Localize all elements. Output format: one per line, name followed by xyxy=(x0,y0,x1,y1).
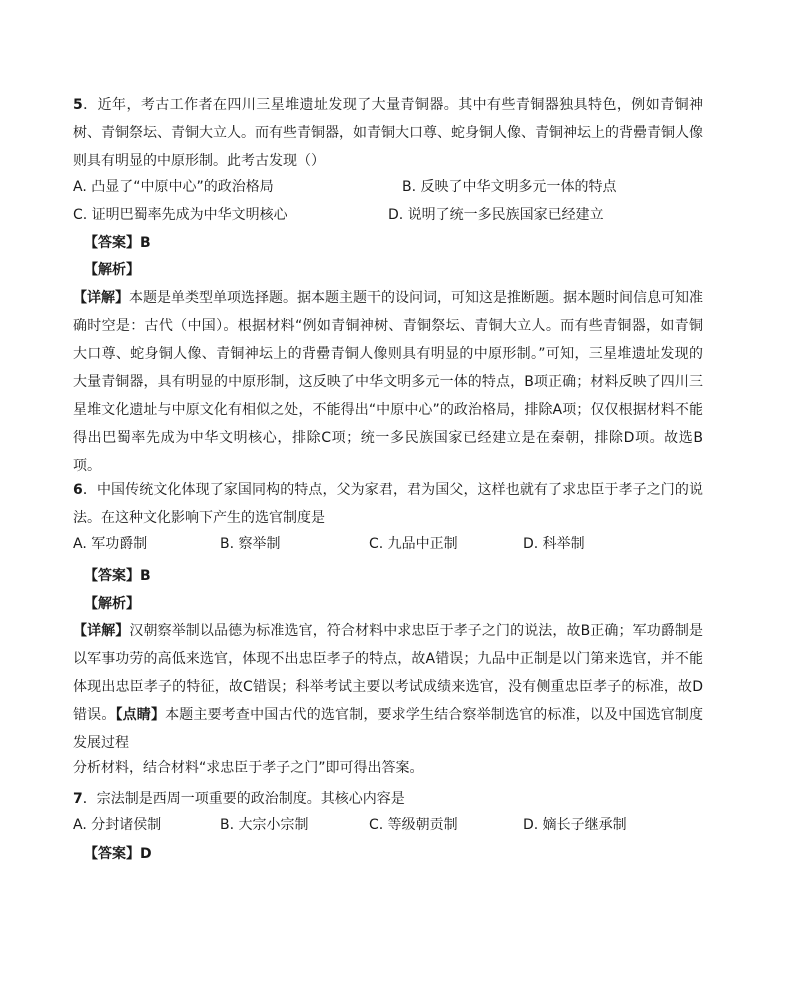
question-5-stem: 5．近年，考古工作者在四川三星堆遗址发现了大量青铜器。其中有些青铜器独具特色，例如青铜神树、青铜祭坛、青铜大立人。而有些青铜器，如青铜大口尊、蛇身铜人像、青铜神坛上的背罍青铜人像则具有明显的中原形制。此考古发现（） xyxy=(73,97,703,169)
question-6-answer: 【答案】B xyxy=(84,568,151,584)
question-7-option-a: A. 分封诸侯制 xyxy=(73,817,162,833)
question-6-option-a: A. 军功爵制 xyxy=(73,536,148,552)
question-5-option-b: B. 反映了中华文明多元一体的特点 xyxy=(402,179,617,195)
question-6-option-d: D. 科举制 xyxy=(523,536,585,552)
question-5-number: 5 xyxy=(73,97,83,113)
question-7-stem: 7．宗法制是西周一项重要的政治制度。其核心内容是 xyxy=(73,791,405,807)
question-6-option-b: B. 察举制 xyxy=(220,536,281,552)
question-5-answer: 【答案】B xyxy=(84,235,151,251)
question-6-options-row xyxy=(73,530,713,558)
question-6-analysis-label: 【解析】 xyxy=(84,596,140,612)
question-7-options-row xyxy=(73,811,713,839)
question-7-number: 7 xyxy=(73,791,83,807)
question-6-detail: 【详解】汉朝察举制以品德为标准选官，符合材料中求忠臣于孝子之门的说法，故B正确；军功爵制是以军事功劳的高低来选官，体现不出忠臣孝子的特点，故A错误；九品中正制是以门第来选官，并不能体现出忠臣孝子的特征，故C错误；科举考试主要以考试成绩来选官，没有侧重忠臣孝子的标准，故D错误。【点睛】本题主要考查中国古代的选官制，要求学生结合察举制选官的标准，以及中国选官制度发展过程 xyxy=(73,623,704,751)
question-7-option-b: B. 大宗小宗制 xyxy=(220,817,309,833)
question-7-answer: 【答案】D xyxy=(84,846,152,862)
question-5-option-a: A. 凸显了“中原中心”的政治格局 xyxy=(73,179,274,195)
question-5-analysis-label: 【解析】 xyxy=(84,262,140,278)
question-5-option-d: D. 说明了统一多民族国家已经建立 xyxy=(388,207,604,223)
question-5-options-row-1 xyxy=(73,173,713,201)
question-6-number: 6 xyxy=(73,482,83,498)
question-5-detail: 【详解】本题是单类型单项选择题。据本题主题干的设问词，可知这是推断题。据本题时间信息可知准确时空是：古代（中国）。根据材料“例如青铜神树、青铜祭坛、青铜大立人。而有些青铜器，如青铜大口尊、蛇身铜人像、青铜神坛上的背罍青铜人像则具有明显的中原形制。”可知，三星堆遗址发现的大量青铜器，具有明显的中原形制，这反映了中华文明多元一体的特点，B项正确；材料反映了四川三星堆文化遗址与中原文化有相似之处，不能得出“中原中心”的政治格局，排除A项；仅仅根据材料不能得出巴蜀率先成为中华文明核心，排除C项；统一多民族国家已经建立是在秦朝，排除D项。故选B项。 xyxy=(73,290,703,474)
question-5-option-c: C. 证明巴蜀率先成为中华文明核心 xyxy=(73,207,288,223)
question-6-conclusion: 分析材料，结合材料“求忠臣于孝子之门”即可得出答案。 xyxy=(73,760,424,776)
question-7-option-d: D. 嫡长子继承制 xyxy=(523,817,627,833)
question-6-option-c: C. 九品中正制 xyxy=(369,536,458,552)
question-7-option-c: C. 等级朝贡制 xyxy=(369,817,458,833)
question-5-options-row-2 xyxy=(73,201,713,229)
question-6-stem: 6．中国传统文化体现了家国同构的特点，父为家君，君为国父，这样也就有了求忠臣于孝子之门的说法。在这种文化影响下产生的选官制度是 xyxy=(73,482,703,526)
